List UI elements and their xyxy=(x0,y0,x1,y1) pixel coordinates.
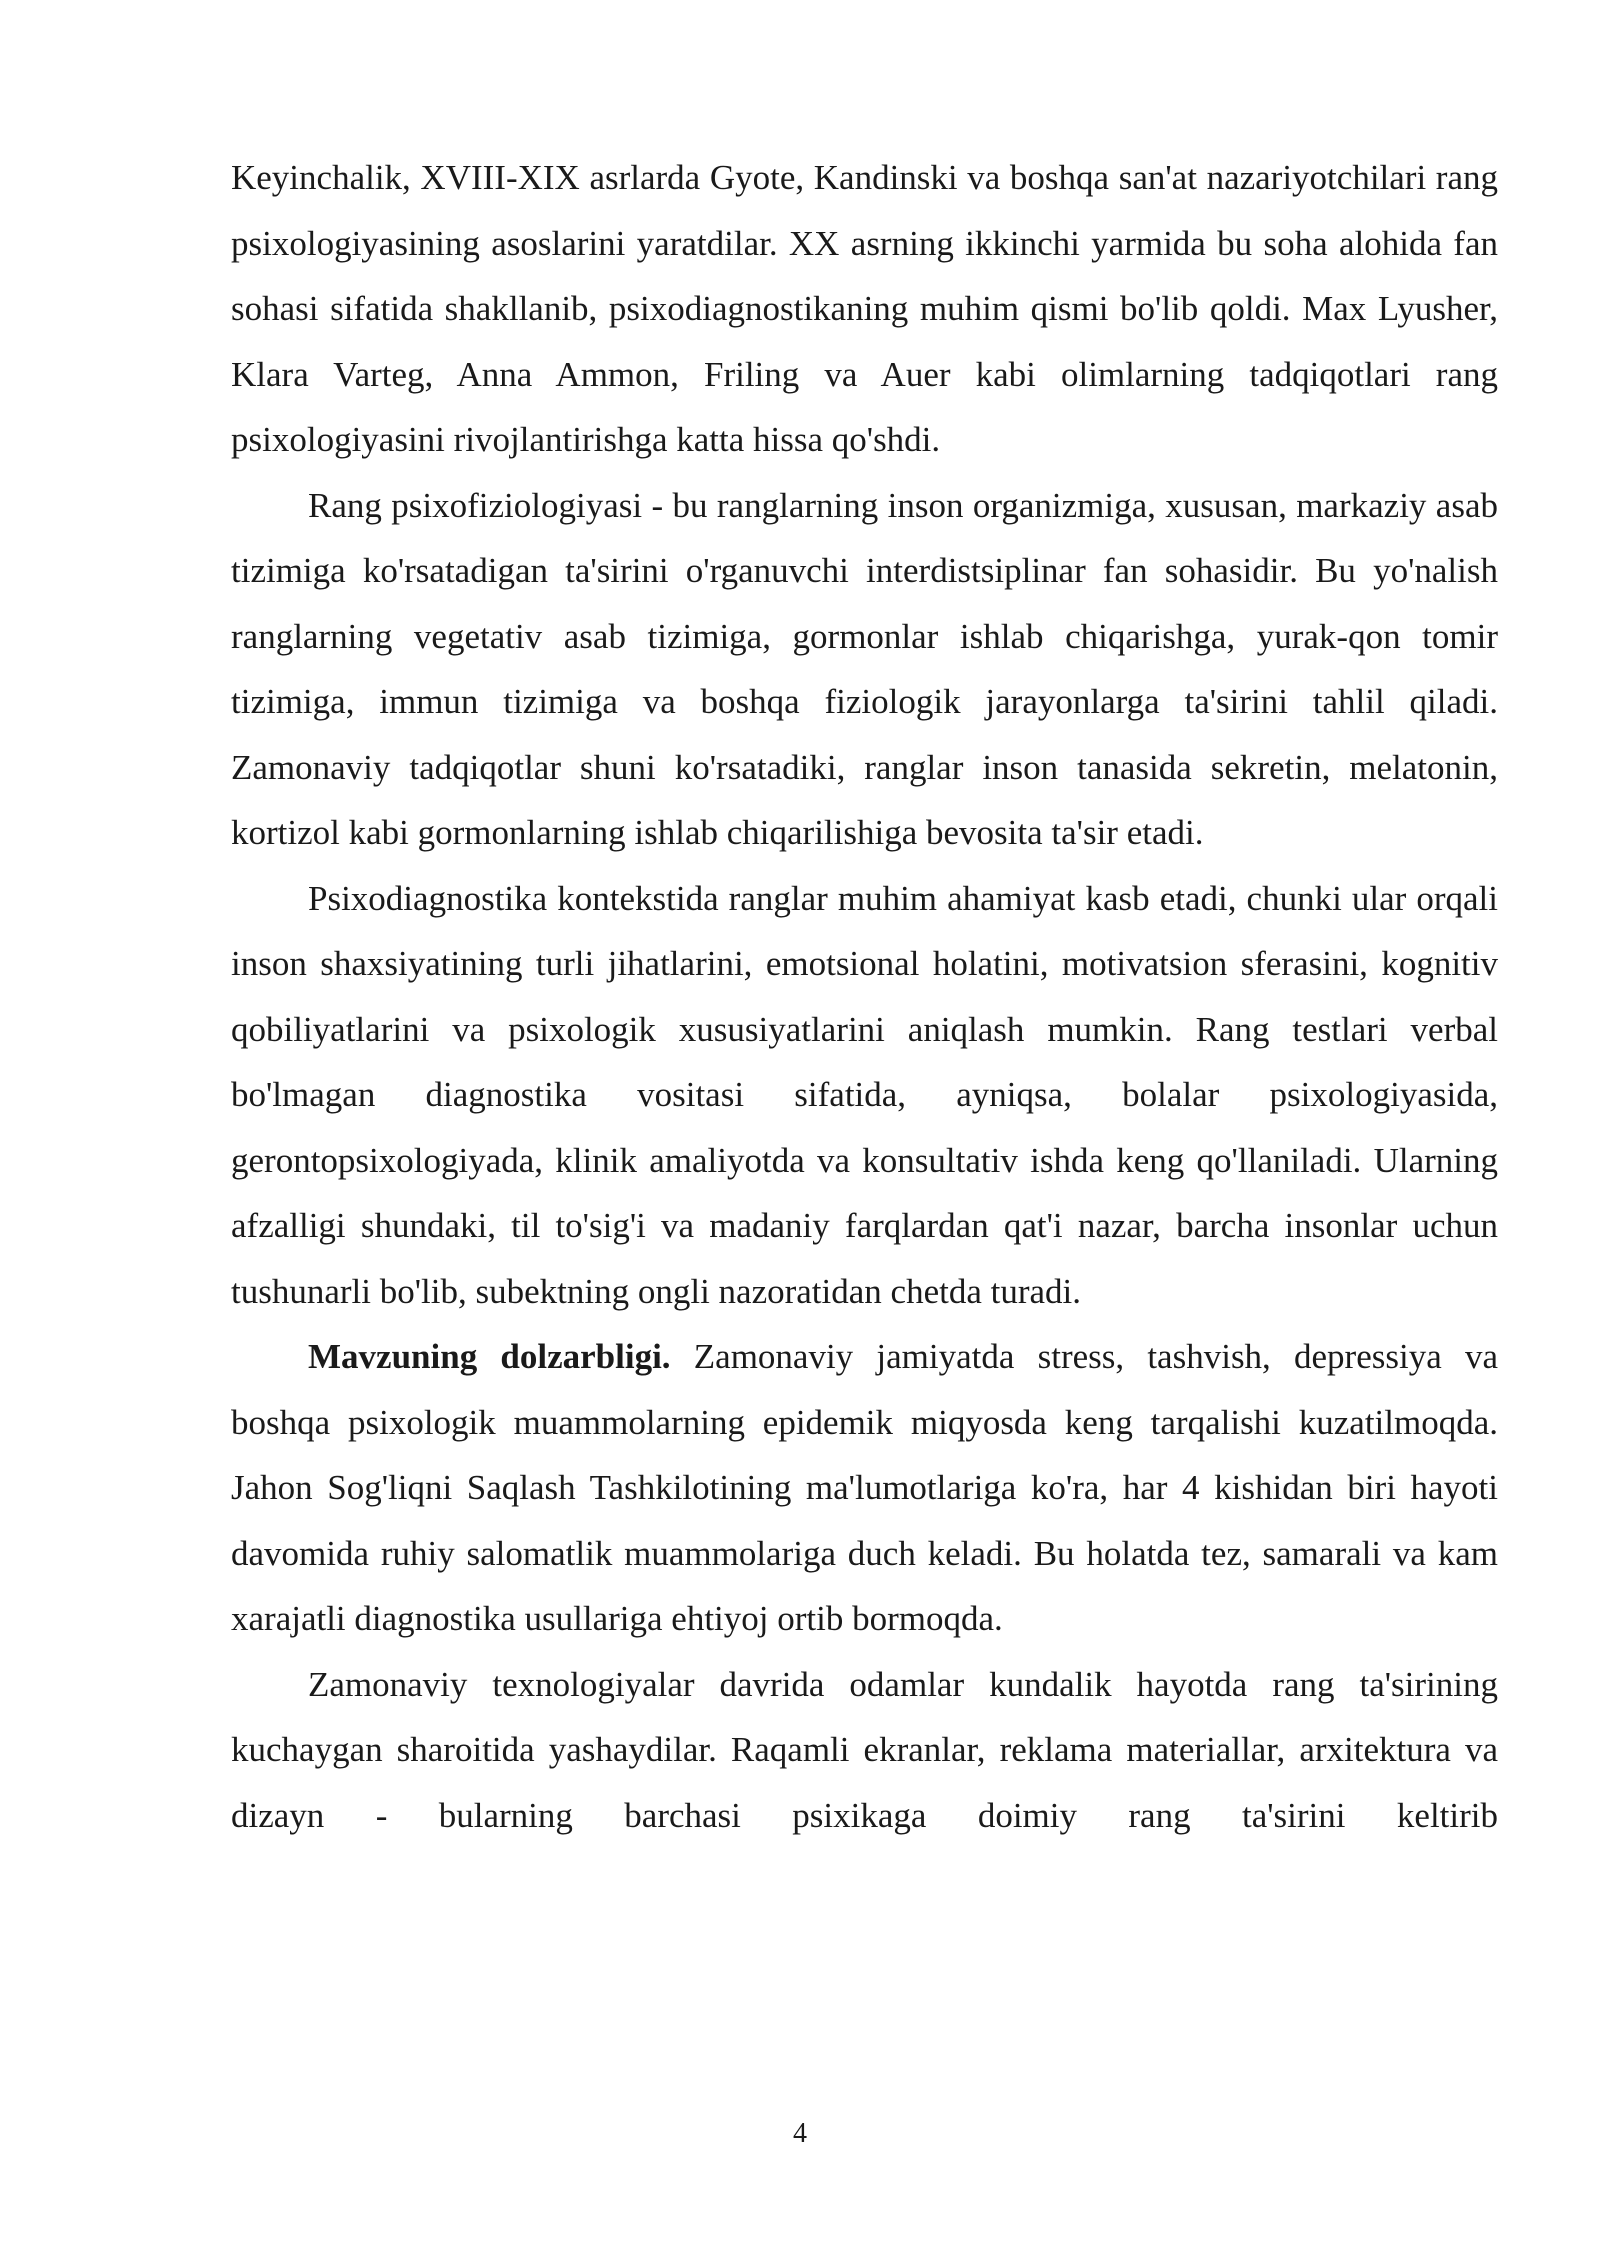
page-number: 4 xyxy=(793,2118,807,2149)
section-heading: Mavzuning dolzarbligi. xyxy=(308,1337,671,1376)
paragraph-5-text: Zamonaviy texnologiyalar davrida odamlar kundalik hayotda rang ta'sirining kuchaygan sharoitida yashaydilar. Raqamli ekranlar, reklama materiallar, arxitektura va dizayn - bularning barchasi psixikaga doimiy rang ta'sirini keltirib xyxy=(231,1664,1498,1835)
paragraph-5 xyxy=(231,1652,1498,1849)
document-body xyxy=(231,145,1498,1848)
paragraph-1 xyxy=(231,145,1498,473)
paragraph-4-text: Zamonaviy jamiyatda stress, tashvish, depressiya va boshqa psixologik muammolarning epidemik miqyosda keng tarqalishi kuzatilmoqda. Jahon Sog'liqni Saqlash Tashkilotining ma'lumotlariga ko'ra, har 4 kishidan biri hayoti davomida ruhiy salomatlik muammolariga duch keladi. Bu holatda tez, samarali va kam xarajatli diagnostika usullariga ehtiyoj ortib bormoqda. xyxy=(231,1337,1498,1638)
paragraph-1-text: Keyinchalik, XVIII-XIX asrlarda Gyote, Kandinski va boshqa san'at nazariyotchilari rang psixologiyasining asoslarini yaratdilar. XX asrning ikkinchi yarmida bu soha alohida fan sohasi sifatida shakllanib, psixodiagnostikaning muhim qismi bo'lib qoldi. Max Lyusher, Klara Varteg, Anna Ammon, Friling va Auer kabi olimlarning tadqiqotlari rang psixologiyasini rivojlantirishga katta hissa qo'shdi. xyxy=(231,158,1498,459)
paragraph-2 xyxy=(231,473,1498,866)
paragraph-4 xyxy=(231,1324,1498,1652)
paragraph-2-text: Rang psixofiziologiyasi - bu ranglarning inson organizmiga, xususan, markaziy asab tizimiga ko'rsatadigan ta'sirini o'rganuvchi interdistsiplinar fan sohasidir. Bu yo'nalish ranglarning vegetativ asab tizimiga, gormonlar ishlab chiqarishga, yurak-qon tomir tizimiga, immun tizimiga va boshqa fiziologik jarayonlarga ta'sirini tahlil qiladi. Zamonaviy tadqiqotlar shuni ko'rsatadiki, ranglar inson tanasida sekretin, melatonin, kortizol kabi gormonlarning ishlab chiqarilishiga bevosita ta'sir etadi. xyxy=(231,485,1498,852)
paragraph-3 xyxy=(231,866,1498,1325)
paragraph-3-text: Psixodiagnostika kontekstida ranglar muhim ahamiyat kasb etadi, chunki ular orqali inson shaxsiyatining turli jihatlarini, emotsional holatini, motivatsion sferasini, kognitiv qobiliyatlarini va psixologik xususiyatlarini aniqlash mumkin. Rang testlari verbal bo'lmagan diagnostika vositasi sifatida, ayniqsa, bolalar psixologiyasida, gerontopsixologiyada, klinik amaliyotda va konsultativ ishda keng qo'llaniladi. Ularning afzalligi shundaki, til to'sig'i va madaniy farqlardan qat'i nazar, barcha insonlar uchun tushunarli bo'lib, subektning ongli nazoratidan chetda turadi. xyxy=(231,878,1498,1311)
